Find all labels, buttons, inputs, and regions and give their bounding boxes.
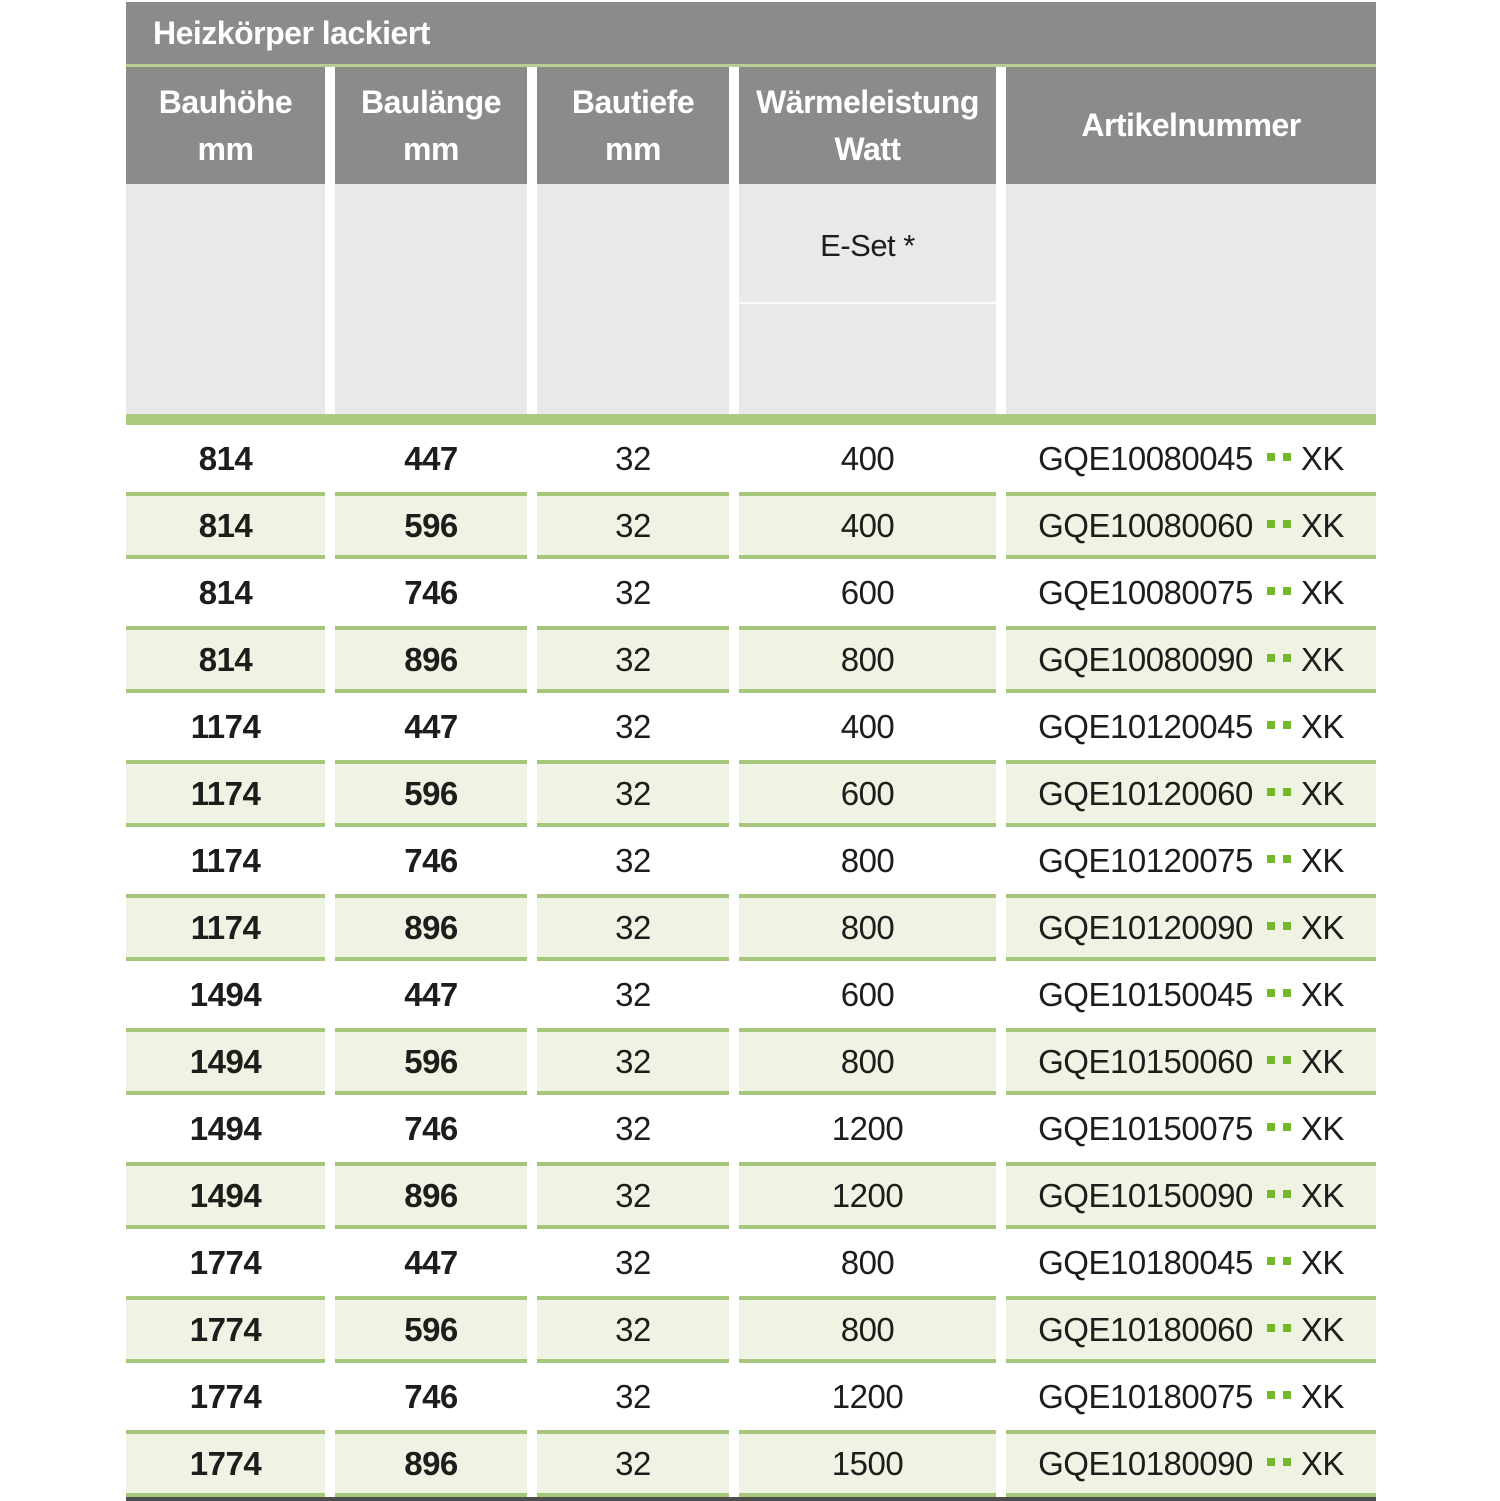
cell-artikelnummer — [1006, 626, 1376, 693]
artikel-placeholder-dots — [1263, 1458, 1295, 1469]
artikel-suffix: XK — [1300, 640, 1344, 678]
table-row — [126, 1363, 1376, 1430]
table-row — [126, 492, 1376, 559]
artikel-placeholder-dots — [1263, 1257, 1295, 1268]
cell-bauhoehe: 1494 — [126, 1028, 325, 1095]
cell-bautiefe: 32 — [615, 707, 651, 745]
artikel-suffix: XK — [1300, 1042, 1344, 1080]
placeholder-dot — [1267, 989, 1275, 997]
table-row — [126, 1028, 1376, 1095]
cell-watt: 1500 — [739, 1430, 996, 1497]
placeholder-dot — [1283, 1190, 1291, 1198]
cell-bautiefe: 32 — [537, 1028, 729, 1095]
placeholder-dot — [1267, 1257, 1275, 1265]
cell-artikelnummer — [1006, 894, 1376, 961]
cell-artikelnummer — [1006, 559, 1376, 626]
subheader-cell-waermeleistung — [739, 184, 996, 414]
column-unit: mm — [197, 130, 254, 167]
cell-watt: 600 — [739, 760, 996, 827]
cell-baulaenge: 896 — [335, 1430, 527, 1497]
artikel-prefix: GQE10150045 — [1038, 975, 1253, 1013]
artikel-suffix: XK — [1300, 908, 1344, 946]
cell-baulaenge: 596 — [335, 1028, 527, 1095]
artikel-prefix: GQE10120060 — [1038, 774, 1253, 812]
placeholder-dot — [1267, 1458, 1275, 1466]
artikel-prefix: GQE10180045 — [1038, 1243, 1253, 1281]
artikel-placeholder-dots — [1263, 587, 1295, 598]
artikel-prefix: GQE10080090 — [1038, 640, 1253, 678]
artikel-placeholder-dots — [1263, 989, 1295, 1000]
placeholder-dot — [1267, 520, 1275, 528]
cell-baulaenge: 896 — [335, 894, 527, 961]
cell-bautiefe: 32 — [537, 1296, 729, 1363]
placeholder-dot — [1283, 922, 1291, 930]
table-row — [126, 1430, 1376, 1497]
artikel-suffix: XK — [1300, 573, 1344, 611]
cell-bauhoehe: 1174 — [190, 841, 261, 879]
cell-bautiefe: 32 — [615, 1377, 651, 1415]
placeholder-dot — [1283, 587, 1291, 595]
placeholder-dot — [1283, 654, 1291, 662]
table-row — [126, 827, 1376, 894]
cell-bauhoehe: 1774 — [189, 1243, 262, 1281]
artikel-prefix: GQE10080075 — [1038, 573, 1253, 611]
cell-watt: 800 — [840, 1243, 895, 1281]
cell-bauhoehe: 1174 — [126, 894, 325, 961]
placeholder-dot — [1283, 788, 1291, 796]
cell-bautiefe: 32 — [615, 841, 651, 879]
cell-bautiefe: 32 — [615, 975, 651, 1013]
cell-watt: 1200 — [831, 1377, 904, 1415]
cell-baulaenge: 596 — [335, 760, 527, 827]
cell-watt: 800 — [739, 1028, 996, 1095]
artikel-placeholder-dots — [1263, 453, 1295, 464]
artikel-prefix: GQE10120090 — [1038, 908, 1253, 946]
cell-bauhoehe: 1174 — [190, 707, 261, 745]
subheader-cell-bautiefe — [537, 184, 729, 414]
placeholder-dot — [1267, 788, 1275, 796]
cell-artikelnummer — [1006, 1363, 1376, 1430]
artikel-placeholder-dots — [1263, 1190, 1295, 1201]
artikel-prefix: GQE10150090 — [1038, 1176, 1253, 1214]
column-header-baulaenge — [335, 67, 527, 184]
cell-baulaenge: 746 — [404, 1377, 458, 1415]
cell-watt: 800 — [739, 626, 996, 693]
cell-bauhoehe: 1774 — [189, 1377, 262, 1415]
artikel-prefix: GQE10180060 — [1038, 1310, 1253, 1348]
cell-bauhoehe: 814 — [126, 626, 325, 693]
column-unit: mm — [403, 130, 459, 167]
placeholder-dot — [1267, 654, 1275, 662]
cell-artikelnummer — [1006, 1430, 1376, 1497]
cell-watt: 400 — [739, 492, 996, 559]
column-label: Wärmeleistung — [756, 83, 979, 120]
cell-artikelnummer — [1006, 492, 1376, 559]
cell-artikelnummer — [1006, 827, 1376, 894]
artikel-suffix: XK — [1300, 1310, 1344, 1348]
cell-bautiefe: 32 — [537, 1162, 729, 1229]
cell-watt: 1200 — [739, 1162, 996, 1229]
column-label: Bautiefe — [571, 83, 695, 120]
cell-artikelnummer — [1006, 1095, 1376, 1162]
cell-bauhoehe: 814 — [126, 492, 325, 559]
artikel-prefix: GQE10120045 — [1038, 707, 1253, 745]
column-unit: Watt — [834, 130, 901, 167]
cell-bauhoehe: 1494 — [189, 975, 262, 1013]
artikel-suffix: XK — [1300, 439, 1344, 477]
column-label: Baulänge — [360, 83, 502, 120]
cell-baulaenge: 746 — [404, 1109, 458, 1147]
artikel-placeholder-dots — [1263, 788, 1295, 799]
artikel-placeholder-dots — [1263, 855, 1295, 866]
table-row — [126, 1095, 1376, 1162]
table-row — [126, 626, 1376, 693]
column-header-artikelnummer — [1006, 67, 1376, 184]
cell-bautiefe: 32 — [537, 894, 729, 961]
cell-baulaenge: 447 — [404, 975, 458, 1013]
cell-baulaenge: 447 — [404, 439, 458, 477]
column-header-row — [126, 67, 1376, 184]
placeholder-dot — [1267, 1391, 1275, 1399]
table-row — [126, 894, 1376, 961]
cell-artikelnummer — [1006, 1028, 1376, 1095]
subheader-cell-bauhoehe — [126, 184, 325, 414]
table-row — [126, 961, 1376, 1028]
artikel-placeholder-dots — [1263, 721, 1295, 732]
cell-bauhoehe: 814 — [198, 573, 253, 611]
placeholder-dot — [1283, 989, 1291, 997]
artikel-prefix: GQE10080045 — [1038, 439, 1253, 477]
placeholder-dot — [1267, 453, 1275, 461]
cell-bauhoehe: 1774 — [126, 1296, 325, 1363]
artikel-placeholder-dots — [1263, 520, 1295, 531]
artikel-suffix: XK — [1300, 1176, 1344, 1214]
cell-watt: 600 — [840, 573, 895, 611]
cell-baulaenge: 896 — [335, 1162, 527, 1229]
cell-artikelnummer — [1006, 1229, 1376, 1296]
placeholder-dot — [1267, 1324, 1275, 1332]
column-label: Artikelnummer — [1081, 107, 1301, 143]
placeholder-dot — [1267, 1190, 1275, 1198]
placeholder-dot — [1283, 1458, 1291, 1466]
column-unit: mm — [605, 130, 661, 167]
column-header-waermeleistung — [739, 67, 996, 184]
cell-watt: 800 — [739, 1296, 996, 1363]
cell-watt: 1200 — [831, 1109, 904, 1147]
placeholder-dot — [1283, 721, 1291, 729]
header-body-divider-bar — [126, 414, 1376, 425]
table-row — [126, 760, 1376, 827]
cell-bautiefe: 32 — [537, 1430, 729, 1497]
cell-watt: 400 — [840, 439, 895, 477]
artikel-suffix: XK — [1300, 707, 1344, 745]
cell-baulaenge: 746 — [404, 573, 458, 611]
artikel-prefix: GQE10080060 — [1038, 506, 1253, 544]
table-row — [126, 1162, 1376, 1229]
cell-bauhoehe: 1494 — [189, 1109, 262, 1147]
subheader-cell-artikelnummer — [1006, 184, 1376, 414]
placeholder-dot — [1283, 1391, 1291, 1399]
artikel-suffix: XK — [1300, 506, 1344, 544]
artikel-placeholder-dots — [1263, 1324, 1295, 1335]
column-header-bautiefe — [537, 67, 729, 184]
artikel-suffix: XK — [1300, 1243, 1344, 1281]
column-label: Bauhöhe — [158, 83, 293, 120]
cell-bautiefe: 32 — [615, 1243, 651, 1281]
table-row — [126, 559, 1376, 626]
cell-watt: 800 — [840, 841, 895, 879]
cell-artikelnummer — [1006, 693, 1376, 760]
cell-watt: 600 — [840, 975, 895, 1013]
cell-baulaenge: 896 — [335, 626, 527, 693]
cell-bautiefe: 32 — [537, 492, 729, 559]
cell-artikelnummer — [1006, 760, 1376, 827]
artikel-suffix: XK — [1300, 1377, 1344, 1415]
column-header-bauhoehe — [126, 67, 325, 184]
artikel-placeholder-dots — [1263, 922, 1295, 933]
subheader-cell-baulaenge — [335, 184, 527, 414]
placeholder-dot — [1283, 1056, 1291, 1064]
cell-baulaenge: 746 — [404, 841, 458, 879]
cell-bauhoehe: 814 — [198, 439, 253, 477]
placeholder-dot — [1267, 1056, 1275, 1064]
cell-bauhoehe: 1494 — [126, 1162, 325, 1229]
placeholder-dot — [1267, 855, 1275, 863]
artikel-prefix: GQE10150060 — [1038, 1042, 1253, 1080]
artikel-suffix: XK — [1300, 975, 1344, 1013]
cell-bautiefe: 32 — [537, 626, 729, 693]
artikel-placeholder-dots — [1263, 654, 1295, 665]
table-bottom-border — [126, 1497, 1376, 1501]
table-row — [126, 1296, 1376, 1363]
cell-baulaenge: 596 — [335, 492, 527, 559]
placeholder-dot — [1283, 855, 1291, 863]
artikel-prefix: GQE10180090 — [1038, 1444, 1253, 1482]
cell-bauhoehe: 1774 — [126, 1430, 325, 1497]
placeholder-dot — [1283, 453, 1291, 461]
cell-bautiefe: 32 — [615, 1109, 651, 1147]
artikel-suffix: XK — [1300, 1444, 1344, 1482]
cell-artikelnummer — [1006, 425, 1376, 492]
table-row — [126, 1229, 1376, 1296]
cell-artikelnummer — [1006, 1162, 1376, 1229]
cell-baulaenge: 447 — [404, 1243, 458, 1281]
table-body — [126, 425, 1376, 1497]
artikel-placeholder-dots — [1263, 1056, 1295, 1067]
cell-bautiefe: 32 — [537, 760, 729, 827]
eset-label: E-Set * — [820, 228, 915, 263]
placeholder-dot — [1283, 1123, 1291, 1131]
artikel-suffix: XK — [1300, 1109, 1344, 1147]
table-row — [126, 693, 1376, 760]
cell-bautiefe: 32 — [615, 439, 651, 477]
placeholder-dot — [1283, 1257, 1291, 1265]
table-title: Heizkörper lackiert — [153, 14, 430, 51]
cell-baulaenge: 596 — [335, 1296, 527, 1363]
artikel-placeholder-dots — [1263, 1391, 1295, 1402]
product-table — [126, 2, 1376, 1501]
table-row — [126, 425, 1376, 492]
placeholder-dot — [1267, 587, 1275, 595]
artikel-prefix: GQE10150075 — [1038, 1109, 1253, 1147]
placeholder-dot — [1283, 520, 1291, 528]
placeholder-dot — [1283, 1324, 1291, 1332]
placeholder-dot — [1267, 1123, 1275, 1131]
cell-artikelnummer — [1006, 961, 1376, 1028]
artikel-prefix: GQE10120075 — [1038, 841, 1253, 879]
cell-bauhoehe: 1174 — [126, 760, 325, 827]
table-title-bar — [126, 2, 1376, 64]
cell-baulaenge: 447 — [404, 707, 458, 745]
artikel-prefix: GQE10180075 — [1038, 1377, 1253, 1415]
cell-artikelnummer — [1006, 1296, 1376, 1363]
artikel-suffix: XK — [1300, 774, 1344, 812]
placeholder-dot — [1267, 721, 1275, 729]
artikel-suffix: XK — [1300, 841, 1344, 879]
cell-watt: 800 — [739, 894, 996, 961]
placeholder-dot — [1267, 922, 1275, 930]
artikel-placeholder-dots — [1263, 1123, 1295, 1134]
subheader-band — [126, 184, 1376, 414]
cell-watt: 400 — [840, 707, 895, 745]
cell-bautiefe: 32 — [615, 573, 651, 611]
